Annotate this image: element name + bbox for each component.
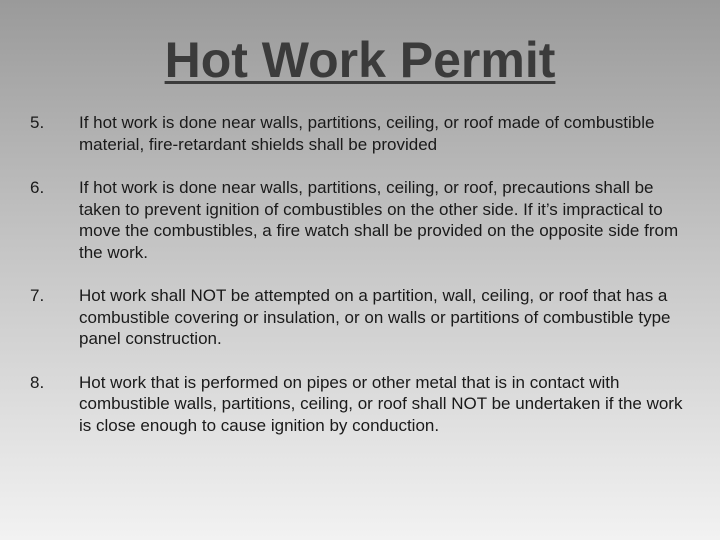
- rule-list: [30, 112, 690, 458]
- item-number: 7.: [30, 286, 45, 305]
- list-item: [30, 112, 690, 155]
- item-number: 6.: [30, 178, 45, 197]
- list-item: [30, 372, 690, 437]
- item-text: Hot work shall NOT be attempted on a partition, wall, ceiling, or roof that has a combustible covering or insulation, or on walls or partitions of combustible type panel construction.: [79, 286, 671, 348]
- page-title: [0, 30, 720, 90]
- page-title-text: Hot Work Permit: [164, 32, 556, 88]
- item-text: If hot work is done near walls, partitions, ceiling, or roof, precautions shall be taken to prevent ignition of combustibles on the other side. If it’s impractical to move the combustibles, a fire watch shall be provided on the opposite side from the work.: [79, 178, 679, 262]
- item-number: 5.: [30, 113, 45, 132]
- list-item: [30, 285, 690, 350]
- item-text: If hot work is done near walls, partitions, ceiling, or roof made of combustible material, fire-retardant shields shall be provided: [79, 113, 655, 154]
- list-item: [30, 177, 690, 263]
- item-text: Hot work that is performed on pipes or other metal that is in contact with combustible walls, partitions, ceiling, or roof shall NOT be undertaken if the work is close enough to cause ignition by conduction.: [79, 372, 683, 435]
- item-number: 8.: [30, 372, 45, 392]
